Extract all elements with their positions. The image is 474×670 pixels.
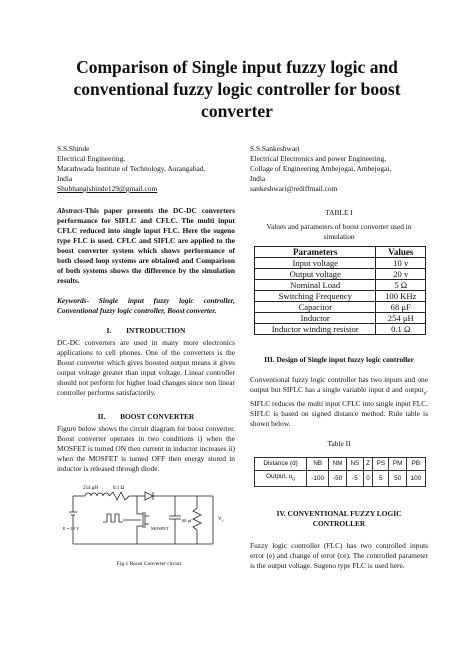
table2-cell: PB — [406, 458, 425, 471]
table2-cell: PM — [389, 458, 407, 471]
table-row — [255, 313, 426, 324]
table1-cell: Switching Frequency — [255, 291, 376, 302]
table1-cell: 5 Ω — [376, 280, 426, 291]
table2-rules — [254, 457, 426, 486]
vout-main: V — [218, 517, 222, 522]
author-2-email[interactable]: sankeshwari@rediffmail.com — [250, 184, 338, 193]
boost-circuit-diagram — [63, 482, 235, 569]
right-column — [250, 144, 428, 571]
table1-parameters — [254, 246, 426, 335]
siflc-sub: o — [423, 391, 427, 397]
author-1-inst: Marathwada Institute of Technology, Aurangabad, — [57, 164, 206, 173]
table2-cell: 100 — [406, 471, 425, 486]
table2-cell: NM — [329, 458, 347, 471]
section-siflc-text — [250, 375, 428, 429]
table1-caption: TABLE I — [325, 208, 353, 217]
abstract-lead: Abstract- — [57, 206, 85, 215]
section-boost-heading: II. BOOST CONVERTER — [97, 412, 195, 421]
table2-cell: 50 — [389, 471, 407, 486]
table-row — [255, 458, 426, 471]
author-1-name: S.S.Shinde — [57, 144, 90, 153]
table-row — [255, 291, 426, 302]
table2-cell: PS — [373, 458, 389, 471]
table1-cell: 0.1 Ω — [376, 324, 426, 335]
table1-cell: Inductor — [255, 313, 376, 324]
section-cflc-heading: IV. CONVENTIONAL FUZZY LOGIC CONTROLLER — [276, 508, 402, 528]
table1-header-values: Values — [376, 247, 426, 258]
table1-subtitle: Values and parameters of boost converter used in simulation — [266, 222, 412, 241]
keywords: Keywords- Single input fuzzy logic controller, Conventional fuzzy logic controller, Boost converter. — [57, 296, 235, 315]
mosfet-label: MOSFET — [151, 526, 169, 531]
table1-cell: 20 v — [376, 269, 426, 280]
table2-cell: NS — [347, 458, 364, 471]
author-2-dept: Electrical Electronics and power Engineering, — [250, 154, 387, 163]
siflc-text-a: Conventional fuzzy logic controller has two inputs and one output but SIFLC has a single variable input d and output — [250, 375, 428, 394]
table2-caption: Table II — [327, 439, 351, 449]
author-1-email-link[interactable]: Shubhangishinde129@gmail.com — [57, 184, 158, 193]
table2-cell: -5 — [347, 471, 364, 486]
left-column — [57, 144, 235, 569]
table-row — [255, 269, 426, 280]
cap-label: 68 μf — [182, 518, 192, 523]
table1-cell: 254 μH — [376, 313, 426, 324]
vout-sub: o — [221, 518, 224, 523]
author-1-dept: Electrical Engineering, — [57, 154, 126, 163]
table1-cell: 10 v — [376, 258, 426, 269]
vout-label — [218, 517, 224, 523]
table1-cell: 100 KHz — [376, 291, 426, 302]
siflc-text-b: . SIFLC reduces the multi input CFLC into single input FLC. SIFLC is based on signed distance method. Rule table is shown below. — [250, 385, 428, 429]
table2-cell: NB — [307, 458, 329, 471]
abstract — [57, 206, 235, 286]
table2-row2-label — [255, 471, 307, 486]
table2-row2-label-sub: o — [292, 476, 296, 483]
table1-cell: Nominal Load — [255, 280, 376, 291]
table1-cell: 68 μF — [376, 302, 426, 313]
paper-title: Comparison of Single input fuzzy logic and conventional fuzzy logic controller for boost converter — [73, 57, 401, 121]
table-row — [255, 280, 426, 291]
section-intro-heading: I. INTRODUCTION — [106, 326, 186, 335]
table2-cell: -100 — [307, 471, 329, 486]
table-row — [255, 302, 426, 313]
author-2-name: S.S.Sankeshwari — [250, 144, 300, 153]
author-1 — [57, 144, 235, 194]
table1-cell: Capacitor — [255, 302, 376, 313]
table-row — [255, 258, 426, 269]
table-row — [255, 324, 426, 335]
table1-header-row — [255, 247, 426, 258]
author-2 — [250, 144, 428, 194]
circuit-svg — [63, 482, 231, 554]
table2-cell: 5 — [373, 471, 389, 486]
table2-cell: -50 — [329, 471, 347, 486]
section-boost-text: Figure below shows the circuit diagram for boost converter. Boost converter operates in two conditions i) when the MOSFET is turned ON then current in inductor increases ii) when the MOSFET is turned OFF then energy stored in inductor is released through diode. — [57, 424, 235, 473]
author-1-country: India — [57, 174, 73, 183]
section-siflc-heading: III. Design of Single input fuzzy logic controller — [264, 355, 414, 364]
table1-cell: Output voltage — [255, 269, 376, 280]
table1-cell: Input voltage — [255, 258, 376, 269]
table2-row2-label-main: Output, u — [266, 473, 293, 481]
section-intro-text: DC-DC converters are used in many more electronics applications to cell phones. One of the converters is the Boost converter which gives boosted output means it gives output voltage greater than input voltage. Linear controller should not perform for higher load changes since non linear controller performs satisfactorily. — [57, 338, 235, 397]
figure-caption: Fig.1 Boost Converter circuit — [116, 561, 182, 567]
table1-header-parameters: Parameters — [255, 247, 376, 258]
source-label: E = 10 V — [63, 526, 80, 531]
author-2-inst: Collage of Engineering Ambejogai, Ambejogai, — [250, 164, 392, 173]
author-2-country: India — [250, 174, 266, 183]
inductor-label: 254 μH — [83, 486, 99, 491]
table-row — [255, 471, 426, 486]
table2-cell: Z — [363, 458, 373, 471]
abstract-text: This paper presents the DC-DC converters performance for SIFLC and CFLC. The multi input CFLC reduced into single input FLC. Here the sugeno type FLC is used. CFLC and SIFLC are applied to the boost converter system which shows performance of both closed loop systems are obtained and Comparison of both systems shows the difference by the simulation results. — [57, 206, 235, 285]
section-cflc-text: Fuzzy logic controller (FLC) has two controlled inputs error (e) and change of error (ce). The controlled parameter is the output voltage. Sugeno type FLC is used here. — [250, 540, 428, 570]
resistor-label: 0.1 Ω — [113, 486, 125, 491]
table1-cell: Inductor winding resistor — [255, 324, 376, 335]
table2-row1-label: Distance (d) — [255, 458, 307, 471]
table2-cell: 0 — [363, 471, 373, 486]
